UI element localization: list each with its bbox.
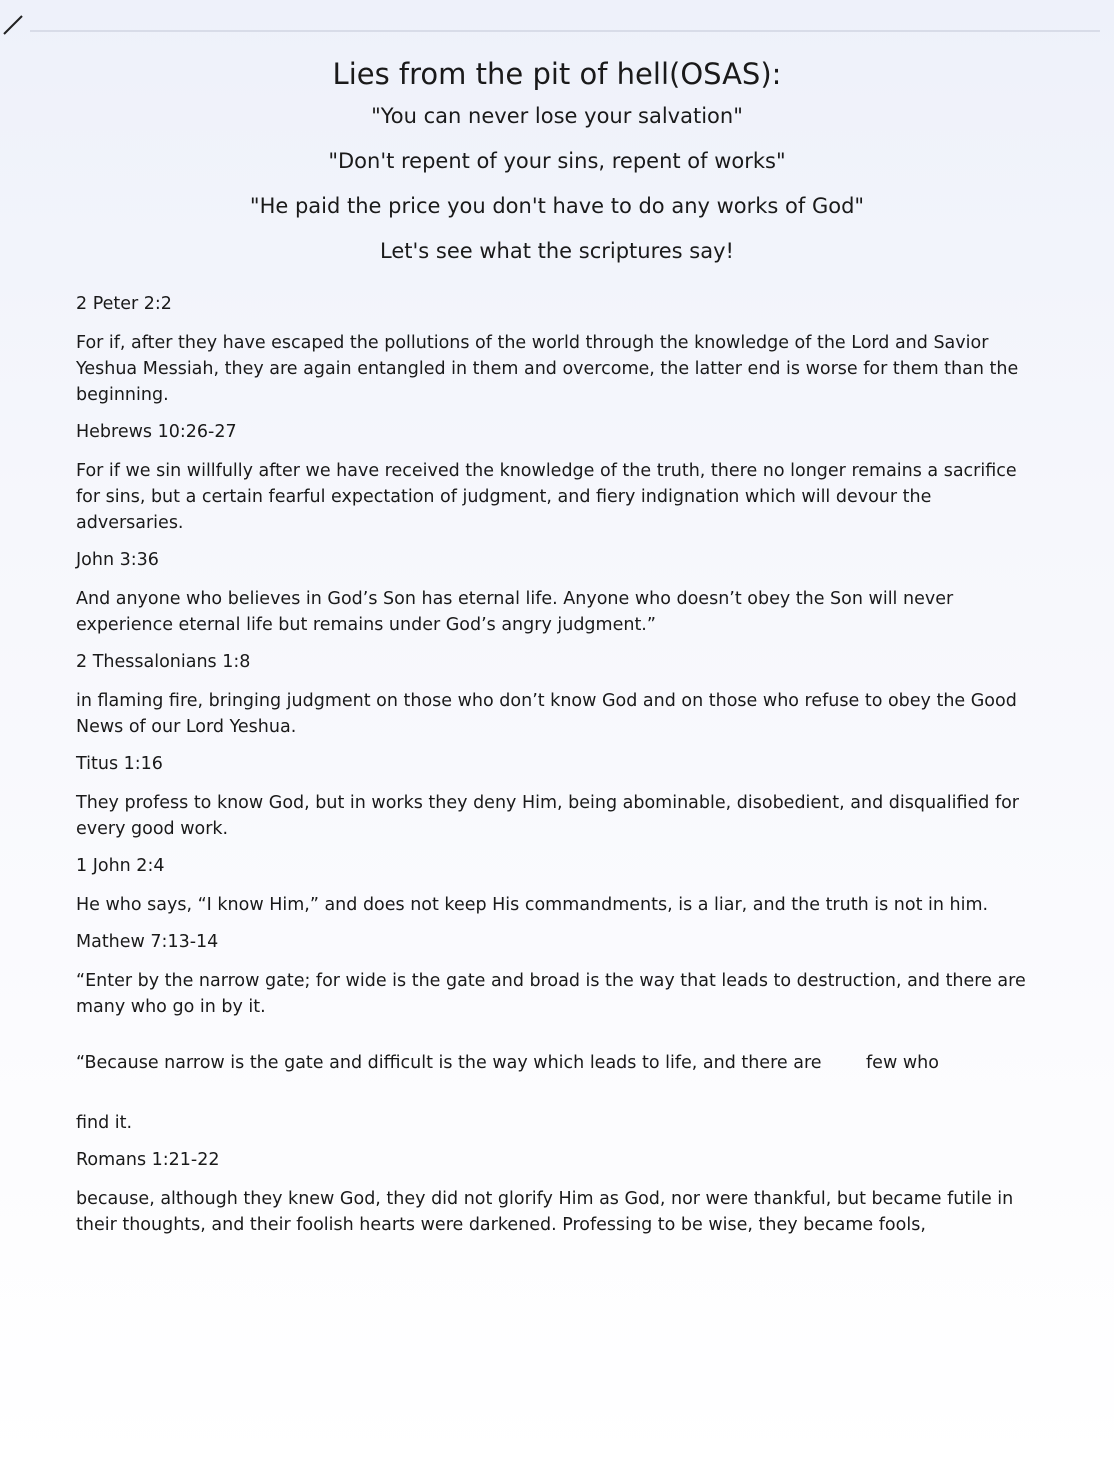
claim-line-1: "You can never lose your salvation" [371,104,743,128]
passage-text-continued: “Because narrow is the gate and difficult is the way which leads to life, and there are few who [76,1053,939,1073]
claim-line-3: "He paid the price you don't have to do any works of God" [249,194,865,218]
page-edge-line [30,30,1100,32]
passage-reference: 2 Peter 2:2 [76,294,172,314]
passage-text: He who says, “I know Him,” and does not keep His commandments, is a liar, and the truth is not in him. [76,895,989,915]
passage-reference: John 3:36 [76,550,159,570]
pen-stroke-mark [0,0,60,40]
passage-text-ending: find it. [76,1113,133,1133]
passage-text: They profess to know God, but in works they deny Him, being abominable, disobedient, and disqualified for every good work. [76,793,1020,839]
passage-text: in flaming fire, bringing judgment on those who don’t know God and on those who refuse to obey the Good News of our Lord Yeshua. [76,691,1017,737]
passage-reference: Romans 1:21-22 [76,1150,220,1170]
document-header [0,56,1114,284]
claim-line-2: "Don't repent of your sins, repent of works" [328,149,786,173]
passage-reference: Mathew 7:13-14 [76,932,219,952]
scripture-list [76,292,1026,1250]
intro-line: Let's see what the scriptures say! [380,239,734,263]
passage-text: “Enter by the narrow gate; for wide is the gate and broad is the way that leads to destruction, and there are many who go in by it. [76,971,1026,1017]
passage-text: And anyone who believes in God’s Son has eternal life. Anyone who doesn’t obey the Son will never experience eternal life but remains under God’s angry judgment.” [76,589,954,635]
passage-reference: 1 John 2:4 [76,856,165,876]
passage-text: For if, after they have escaped the pollutions of the world through the knowledge of the Lord and Savior Yeshua Messiah, they are again entangled in them and overcome, the latter end is worse for them than the beginning. [76,333,1019,405]
passage-reference: Hebrews 10:26-27 [76,422,237,442]
passage-reference: 2 Thessalonians 1:8 [76,652,251,672]
passage-reference: Titus 1:16 [76,754,163,774]
passage-text: because, although they knew God, they did not glorify Him as God, nor were thankful, but became futile in their thoughts, and their foolish hearts were darkened. Professing to be wise, they became fools, [76,1189,1014,1235]
passage-text: For if we sin willfully after we have received the knowledge of the truth, there no longer remains a sacrifice for sins, but a certain fearful expectation of judgment, and fiery indignation which will devour the adversaries. [76,461,1017,533]
document-title: Lies from the pit of hell(OSAS): [332,57,782,91]
